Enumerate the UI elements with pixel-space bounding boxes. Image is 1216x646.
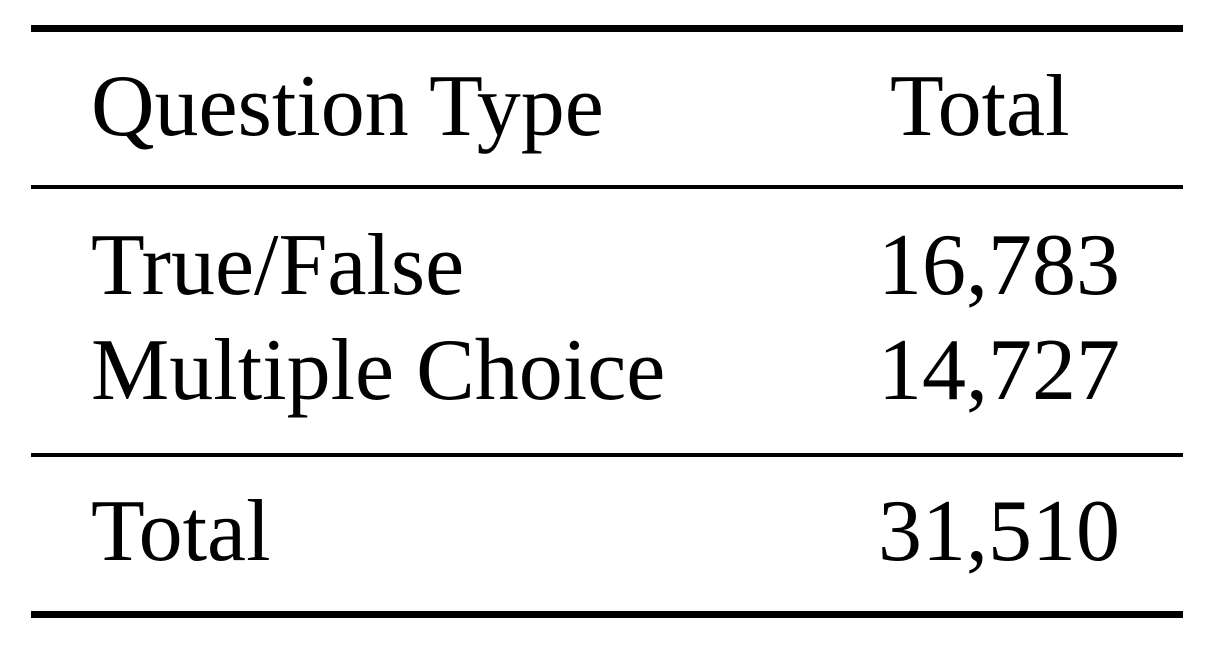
summary-total: 31,510 [878,483,1120,580]
summary-rule [31,453,1183,457]
top-rule [31,25,1183,32]
summary-label: Total [91,483,271,580]
header-question-type: Question Type [91,58,604,155]
header-total: Total [890,58,1070,155]
row-multiple-choice-label: Multiple Choice [91,322,666,419]
row-multiple-choice-total: 14,727 [878,322,1120,419]
header-rule [31,185,1183,189]
row-true-false-label: True/False [91,217,465,314]
row-true-false-total: 16,783 [878,217,1120,314]
bottom-rule [31,611,1183,618]
